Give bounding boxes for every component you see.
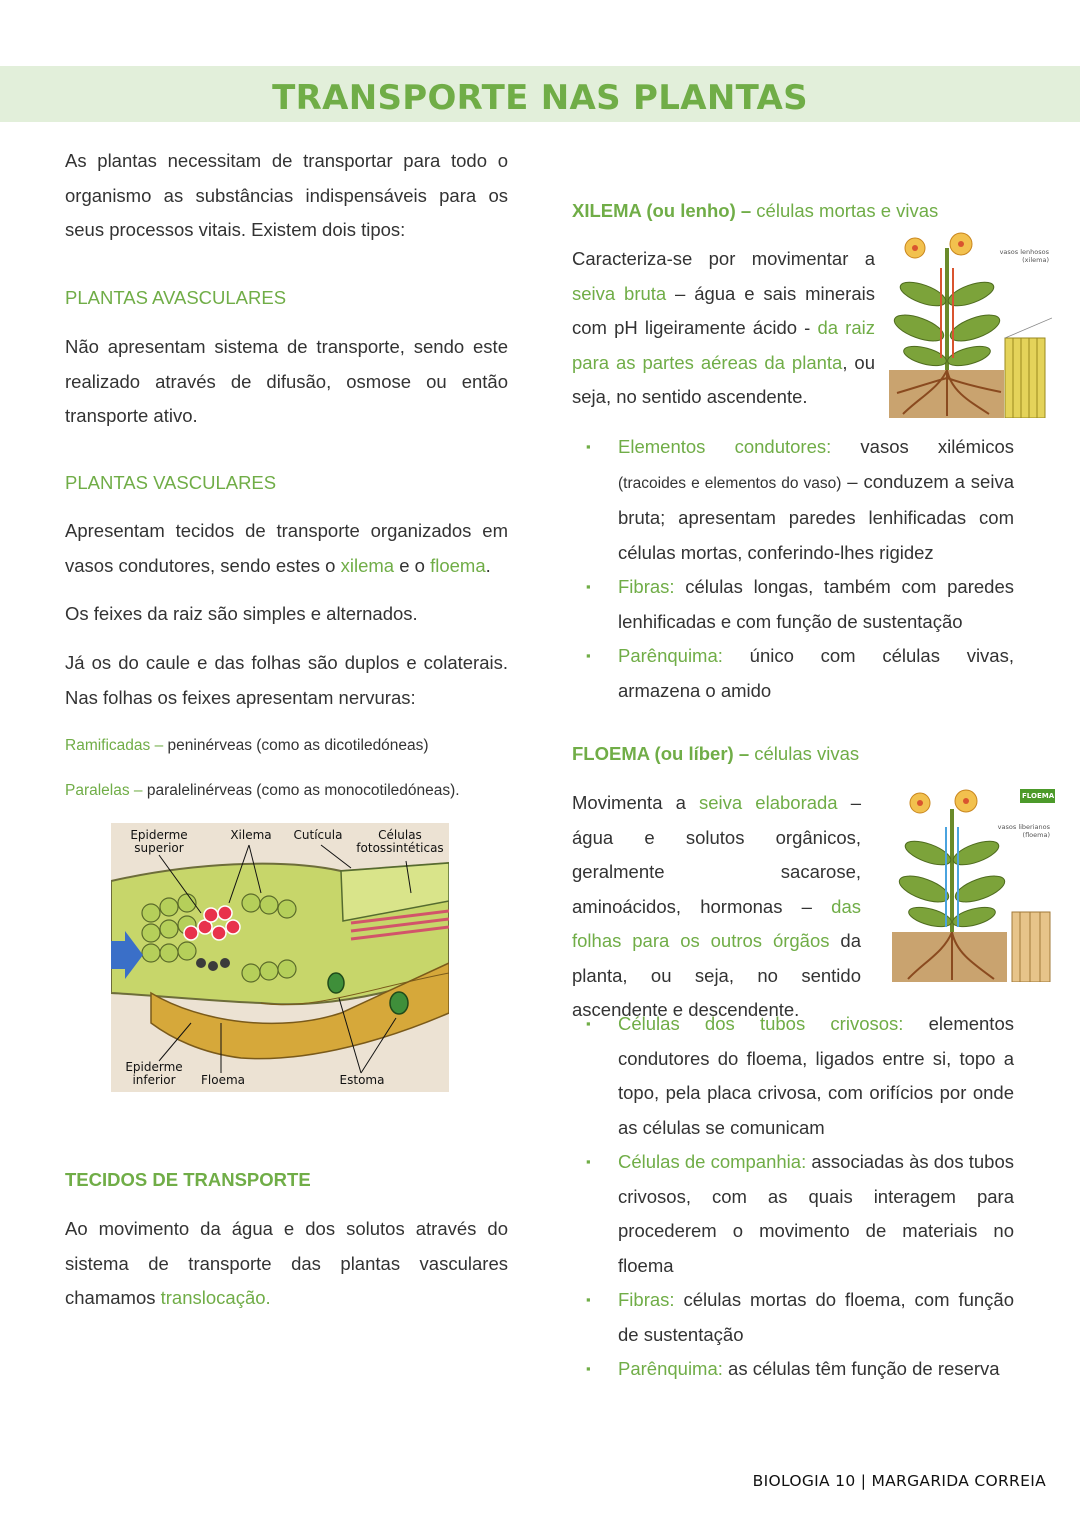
avascular-paragraph: Não apresentam sistema de transporte, sendo este realizado através de difusão, osmose ou então transporte ativo. <box>65 336 508 426</box>
xilema-item-fibras: ▪ Fibras: células longas, também com paredes lenhificadas e com função de sustentação <box>572 570 1014 639</box>
label-floema: Floema <box>200 1073 245 1087</box>
bullet-icon: ▪ <box>586 648 591 663</box>
floema-term: floema <box>430 554 486 576</box>
floema-item-parenquima: ▪ Parênquima: as células têm função de reserva <box>572 1352 1014 1387</box>
feixes-raiz-text: Os feixes da raiz são simples e alternados. <box>65 603 418 624</box>
floema-heading: FLOEMA (ou líber) – células vivas <box>572 743 860 764</box>
xilema-item-parenquima: ▪ Parênquima: único com células vivas, armazena o amido <box>572 639 1014 708</box>
xilema-term: xilema <box>340 554 395 576</box>
xilema-item-elementos: ▪ Elementos condutores: vasos xilémicos (tracoides e elementos do vaso) – conduzem a seiva bruta; apresentam paredes lenhificadas com células mortas, conferindo-lhes rigidez <box>572 430 1014 570</box>
vascular-heading: PLANTAS VASCULARES <box>65 472 277 493</box>
label-estoma: Estoma <box>339 1073 385 1087</box>
intro-paragraph: As plantas necessitam de transportar para todo o organismo as substâncias indispensáveis para os seus processos vitais. Existem dois tipos: <box>65 150 508 240</box>
translocacao-term: translocação. <box>160 1287 271 1308</box>
leaf-diagram-illustration <box>111 823 449 1092</box>
label-xilema: Xilema <box>230 828 272 842</box>
leaf-cross-section-diagram <box>111 823 449 1092</box>
ramificadas-line: Ramificadas – peninérveas (como as dicotiledóneas) <box>65 737 429 754</box>
bullet-icon: ▪ <box>586 1361 591 1376</box>
avascular-heading: PLANTAS AVASCULARES <box>65 287 287 308</box>
vascular-paragraph: Apresentam tecidos de transporte organizados em vasos condutores, sendo estes o xilema e o floema. <box>65 520 508 576</box>
floema-item-tubos-crivosos: ▪ Células dos tubos crivosos: elementos condutores do floema, ligados entre si, topo a topo, pela placa crivosa, com orifícios por onde as células se comunicam <box>572 1007 1014 1145</box>
label-cuticula: Cutícula <box>293 828 343 842</box>
bullet-icon: ▪ <box>586 1016 591 1031</box>
floema-plant-illustration <box>892 787 1055 982</box>
floema-item-companhia: ▪ Células de companhia: associadas às dos tubos crivosos, com as quais interagem para procederem o movimento de materiais no floema <box>572 1145 1014 1283</box>
floema-figure-tag: FLOEMA <box>1022 792 1055 800</box>
floema-list <box>572 1007 1014 1387</box>
page-footer: BIOLOGIA 10 | MARGARIDA CORREIA <box>752 1472 1046 1490</box>
paralelas-line: Paralelas – paralelinérveas (como as monocotiledóneas). <box>65 782 460 799</box>
xilema-figure-label: vasos lenhosos (xilema) <box>999 248 1049 264</box>
xilema-plant-figure <box>889 228 1052 418</box>
xilema-description: Caracteriza-se por movimentar a seiva bruta – água e sais minerais com pH ligeiramente ácido - da raiz para as partes aéreas da planta, ou seja, no sentido ascendente. <box>572 248 876 407</box>
label-celulas-fotossinteticas: Células fotossintéticas <box>356 828 444 855</box>
bullet-icon: ▪ <box>586 1154 591 1169</box>
bullet-icon: ▪ <box>586 1292 591 1307</box>
floema-figure-label: vasos liberianos (floema) <box>997 823 1050 839</box>
bullet-icon: ▪ <box>586 439 591 454</box>
floema-item-fibras: ▪ Fibras: células mortas do floema, com função de sustentação <box>572 1283 1014 1352</box>
floema-plant-figure <box>892 787 1055 982</box>
floema-description: Movimenta a seiva elaborada – água e solutos orgânicos, geralmente sacarose, aminoácidos, hormonas – das folhas para os outros órgãos da planta, ou seja, no sentido ascendente e descendente. <box>572 792 861 1020</box>
feixes-caule-text: Já os do caule e das folhas são duplos e colaterais. Nas folhas os feixes apresentam nervuras: <box>65 652 508 708</box>
tecidos-heading: TECIDOS DE TRANSPORTE <box>65 1169 311 1190</box>
label-epiderme-superior: Epiderme superior <box>130 828 188 855</box>
tecidos-paragraph: Ao movimento da água e dos solutos através do sistema de transporte das plantas vasculares chamamos translocação. <box>65 1218 508 1308</box>
xilema-heading: XILEMA (ou lenho) – células mortas e vivas <box>572 200 939 221</box>
label-epiderme-inferior: Epiderme inferior <box>125 1060 183 1087</box>
xilema-list <box>572 430 1014 708</box>
bullet-icon: ▪ <box>586 579 591 594</box>
page-title: TRANSPORTE NAS PLANTAS <box>272 78 808 118</box>
